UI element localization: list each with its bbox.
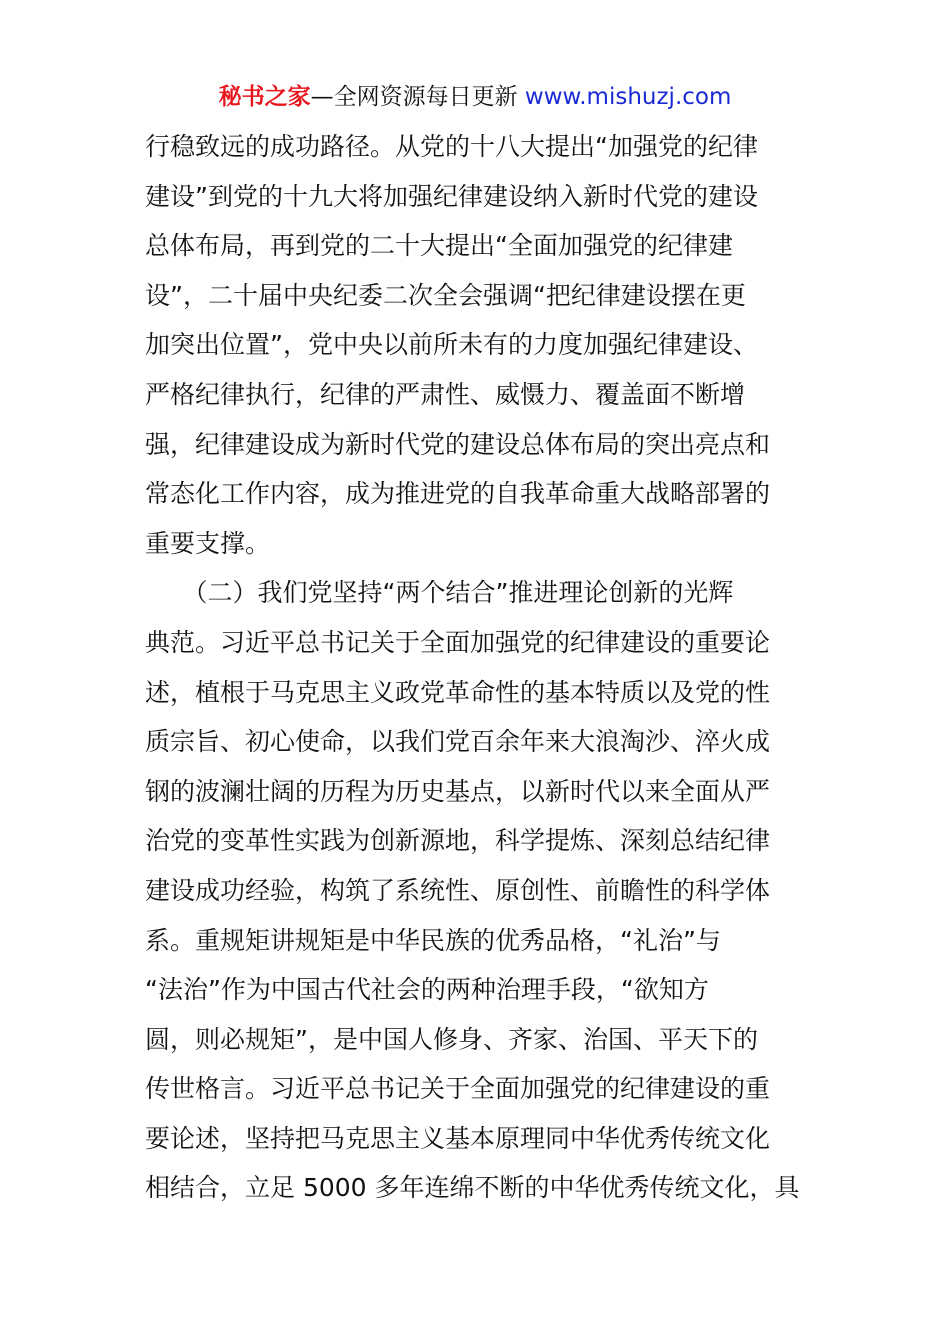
text-line: 常态化工作内容，成为推进党的自我革命重大战略部署的 (145, 479, 771, 509)
text-line: 重要支撑。 (145, 528, 271, 558)
text-line: 质宗旨、初心使命，以我们党百余年来大浪淘沙、淬火成 (145, 727, 771, 757)
site-brand: 秘书之家 (218, 84, 311, 110)
text-line: “法治”作为中国古代社会的两种治理手段，“欲知方 (145, 975, 709, 1005)
text-line: 典范。习近平总书记关于全面加强党的纪律建设的重要论 (145, 627, 771, 657)
document-body (145, 122, 809, 1213)
text-line: 建设成功经验，构筑了系统性、原创性、前瞻性的科学体 (145, 875, 771, 905)
text-line: 建设”到党的十九大将加强纪律建设纳入新时代党的建设 (145, 181, 758, 211)
text-line: 述，植根于马克思主义政党革命性的基本特质以及党的性 (145, 677, 771, 707)
site-url-link[interactable]: www.mishuzj.com (524, 84, 732, 110)
text-line: （二）我们党坚持“两个结合”推进理论创新的光辉 (145, 578, 734, 608)
text-line: 严格纪律执行，纪律的严肃性、威慑力、覆盖面不断增 (145, 379, 746, 409)
text-line: 圆，则必规矩”，是中国人修身、齐家、治国、平天下的 (145, 1024, 758, 1054)
text-line: 系。重规矩讲规矩是中华民族的优秀品格，“礼治”与 (145, 925, 721, 955)
site-tagline: —全网资源每日更新 (310, 84, 525, 110)
text-line: 传世格言。习近平总书记关于全面加强党的纪律建设的重 (145, 1074, 771, 1104)
text-line: 治党的变革性实践为创新源地，科学提炼、深刻总结纪律 (145, 826, 771, 856)
text-line: 相结合，立足 5000 多年连绵不断的中华优秀传统文化，具 (145, 1173, 800, 1203)
text-line: 总体布局，再到党的二十大提出“全面加强党的纪律建 (145, 231, 733, 261)
text-line: 强，纪律建设成为新时代党的建设总体布局的突出亮点和 (145, 429, 771, 459)
text-line: 加突出位置”，党中央以前所未有的力度加强纪律建设、 (145, 330, 758, 360)
site-header (0, 80, 950, 114)
text-line: 行稳致远的成功路径。从党的十八大提出“加强党的纪律 (145, 132, 758, 161)
text-line: 设”，二十届中央纪委二次全会强调“把纪律建设摆在更 (145, 280, 746, 310)
text-line: 要论述，坚持把马克思主义基本原理同中华优秀传统文化 (145, 1123, 771, 1153)
text-line: 钢的波澜壮阔的历程为历史基点，以新时代以来全面从严 (145, 776, 771, 806)
